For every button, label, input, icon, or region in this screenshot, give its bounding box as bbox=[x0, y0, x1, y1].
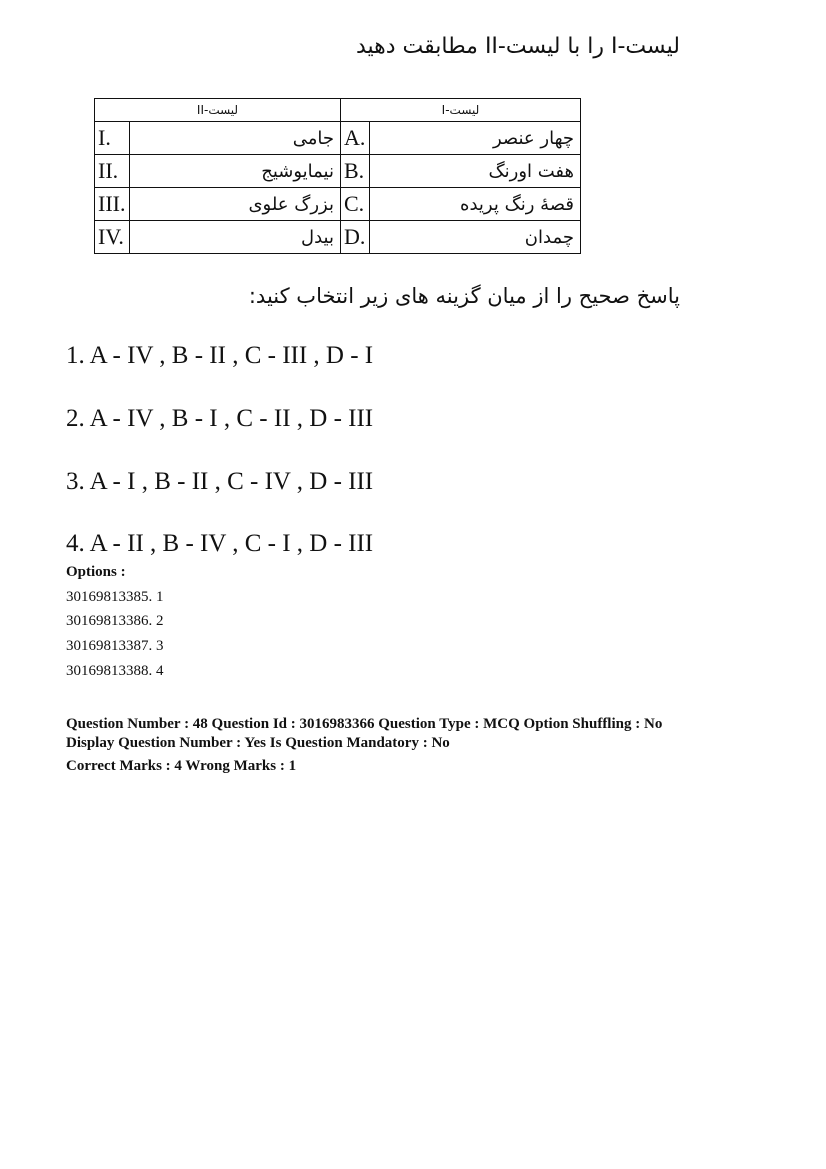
option-id: 30169813388. 4 bbox=[66, 663, 164, 679]
list-ii-number: III. bbox=[95, 188, 130, 221]
list-ii-number: II. bbox=[95, 155, 130, 188]
question-meta-line-2: Display Question Number : Yes Is Question Mandatory : No bbox=[66, 735, 450, 751]
table-row bbox=[95, 221, 581, 254]
list-i-letter: A. bbox=[341, 122, 370, 155]
answer-instruction: پاسخ صحیح را از میان گزینه های زیر انتخاب کنید: bbox=[248, 284, 680, 308]
table-header-row bbox=[95, 99, 581, 122]
option-id: 30169813385. 1 bbox=[66, 589, 164, 605]
question-title: لیست-I را با لیست-II مطابقت دهید bbox=[355, 34, 680, 59]
list-i-item: چمدان bbox=[370, 221, 581, 254]
answer-choice-4: 4. A - II , B - IV , C - I , D - III bbox=[66, 530, 374, 557]
list-i-letter: B. bbox=[341, 155, 370, 188]
list-i-letter: C. bbox=[341, 188, 370, 221]
list-i-item: قصهٔ رنگ پریده bbox=[370, 188, 581, 221]
list-i-letter: D. bbox=[341, 221, 370, 254]
list-i-item: هفت اورنگ bbox=[370, 155, 581, 188]
list-ii-header: لیست-II bbox=[95, 99, 341, 122]
question-meta-line-1: Question Number : 48 Question Id : 3016983366 Question Type : MCQ Option Shuffling : No bbox=[66, 716, 663, 732]
match-table bbox=[94, 98, 581, 254]
list-ii-item: بزرگ علوی bbox=[130, 188, 341, 221]
option-id: 30169813386. 2 bbox=[66, 613, 164, 629]
answer-choice-2: 2. A - IV , B - I , C - II , D - III bbox=[66, 405, 374, 432]
list-i-header: لیست-I bbox=[341, 99, 581, 122]
list-ii-number: IV. bbox=[95, 221, 130, 254]
options-label: Options : bbox=[66, 564, 126, 580]
list-i-item: چهار عنصر bbox=[370, 122, 581, 155]
list-ii-item: نیمایوشیج bbox=[130, 155, 341, 188]
answer-choice-3: 3. A - I , B - II , C - IV , D - III bbox=[66, 468, 374, 495]
table-row bbox=[95, 188, 581, 221]
list-ii-item: جامی bbox=[130, 122, 341, 155]
option-id: 30169813387. 3 bbox=[66, 638, 164, 654]
list-ii-number: I. bbox=[95, 122, 130, 155]
list-ii-item: بیدل bbox=[130, 221, 341, 254]
table-row bbox=[95, 155, 581, 188]
table-row bbox=[95, 122, 581, 155]
answer-choice-1: 1. A - IV , B - II , C - III , D - I bbox=[66, 342, 374, 369]
question-marks: Correct Marks : 4 Wrong Marks : 1 bbox=[66, 758, 297, 774]
